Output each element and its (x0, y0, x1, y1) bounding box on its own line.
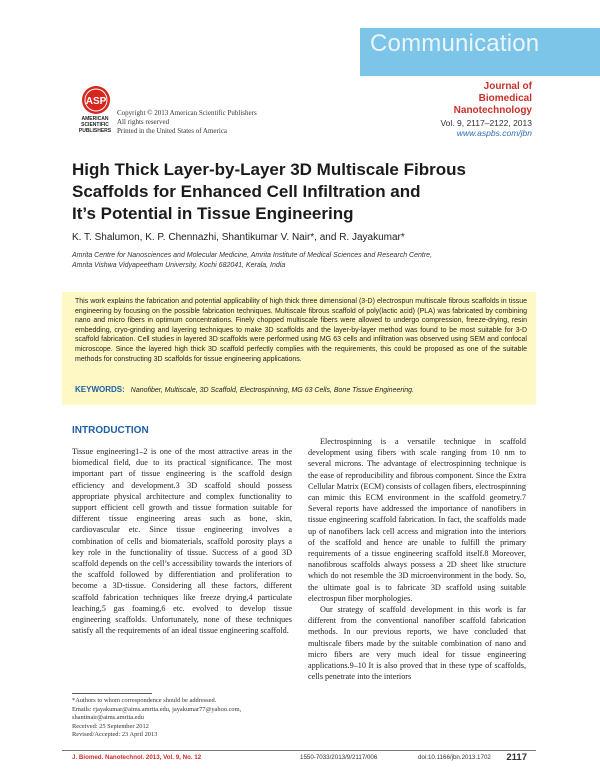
keywords-line (75, 385, 527, 394)
author-affiliation: Amrita Centre for Nanosciences and Molecular Medicine, Amrita Institute of Medical Sciences and Research Centre, Amrita Vishwa Vidyapeetham University, Kochi 682041, Kerala, India (72, 252, 433, 269)
section-heading-introduction: INTRODUCTION (72, 425, 149, 436)
footnote-divider (72, 693, 152, 694)
copyright-notice: Copyright © 2013 American Scientific Publishers All rights reserved Printed in the United States of America (117, 109, 257, 135)
body-column-right (308, 436, 526, 682)
logo-text: ASP (85, 96, 107, 107)
abstract-text: This work explains the fabrication and potential applicability of high thick three dimensional (3-D) electrospun multiscale fibrous scaffolds in tissue engineering by focusing on the possible fabrication techniques. Multiscale fibrous scaffold of poly(lactic acid) (PLA) was fabricated by combining nano and micro fibers in optimum concentrations. Finely chopped multiscale fibers were allowed to undergo compression, freeze-drying, resin embedding, cryo-grinding and layering techniques to make 3D scaffolds and the layer-by-layer method was found to be most suitable for 3-D scaffold fabrication. Cell studies in layered 3D scaffolds were performed using MG 63 cells and infiltration was observed using SEM and confocal microscope. Since the layered high thick 3D scaffold perfectly complies with the requirements, this could be proposed as one of the suitable methods for constructing 3D scaffolds for tissue engineering applications. (75, 298, 527, 363)
publisher-name: AMERICAN SCIENTIFIC PUBLISHERS (78, 116, 112, 134)
article-title: High Thick Layer-by-Layer 3D Multiscale Fibrous Scaffolds for Enhanced Cell Infiltration and It’s Potential in Tissue Engineering (72, 160, 466, 223)
footer-doi[interactable]: doi:10.1166/jbn.2013.1702 (418, 754, 491, 761)
section-label: Communication (370, 30, 540, 57)
footer-divider (62, 750, 536, 751)
body-column-left (72, 436, 292, 636)
keywords-label: KEYWORDS: (75, 385, 125, 394)
footer-issn: 1550-7033/2013/9/2117/006 (300, 754, 378, 761)
journal-info (440, 81, 532, 138)
body-paragraph: Tissue engineering1–2 is one of the most attractive areas in the biomedical field, due to its practical significance. The most important part of tissue engineering is the scaffold design efficiency and development.3 3D scaffold should possess appropriate physical architecture and complex functionality to support efficient cell growth and tissue formation suitable for different tissue engineering areas such as bone, skin, cardiovascular etc. Since tissue engineering involves a combination of cells and biomaterials, scaffold porosity plays a key role in the functionality of tissue. Success of a good 3D scaffold depends on the cell’s accessibility towards the interiors of the scaffold followed by differentiation and proliferation to become a 3D-tissue. Considering all these factors, different scaffold fabrication techniques like freeze drying,4 particulate leaching,5 gas foaming,6 etc. evolved to develop tissue engineering scaffolds. Unfortunately, none of these techniques satisfy all the requirements of an ideal tissue engineering scaffold. (72, 447, 292, 636)
journal-volume: Vol. 9, 2117–2122, 2013 (440, 118, 532, 128)
journal-name: Journal of Biomedical Nanotechnology (453, 81, 532, 116)
body-paragraph: Our strategy of scaffold development in this work is far different from the conventional nanofiber scaffold fabrication methods. In our previous reports, we have concluded that multiscale fibers made by the suitable combination of nano and micro fibers are very much ideal for tissue engineering applications.9–10 It is also proved that in these type of scaffolds, cells penetrate into the interiors (308, 605, 526, 682)
keywords-list: Nanofiber, Multiscale, 3D Scaffold, Electrospinning, MG 63 Cells, Bone Tissue Engineering. (130, 387, 414, 394)
footer-journal-ref: J. Biomed. Nanotechnol. 2013, Vol. 9, No. 12 (72, 754, 202, 761)
journal-url-link[interactable]: www.aspbs.com/jbn (456, 128, 532, 138)
page-number: 2117 (506, 752, 527, 763)
body-paragraph: Electrospinning is a versatile technique in scaffold development using fibers with scale ranging from 10 nm to several microns. The advantage of electrospinning technique is the ease of reproducibility and fibrous component. Since the Extra Cellular Matrix (ECM) consists of collagen fibers, electrospinning can mimic this ECM environment in the scaffold geometry.7 Several reports have addressed the importance of nanofibers in tissue engineering scaffold fabrication. In fact, the scaffolds made up of nanofibers lack cell access and migration into the interiors of the scaffold and hence are unable to fulfill the primary requirements of a tissue engineering scaffold itself.8 Moreover, nanofibrous scaffolds always possess a 2D sheet like structure which do not resemble the 3D microenvironment in the body. So, the ultimate goal is to fabricate 3D scaffold using suitable electrospun fiber morphologies. (308, 437, 526, 603)
author-list: K. T. Shalumon, K. P. Chennazhi, Shantikumar V. Nair*, and R. Jayakumar* (72, 232, 405, 243)
correspondence-footnote: *Authors to whom correspondence should be addressed. Emails: rjayakumar@aims.amrita.edu, jayakumar77@yahoo.com, shantinair@aims.amrita.edu Received: 25 September 2012 Revised/Accepted: 23 April 2013 (72, 697, 242, 739)
